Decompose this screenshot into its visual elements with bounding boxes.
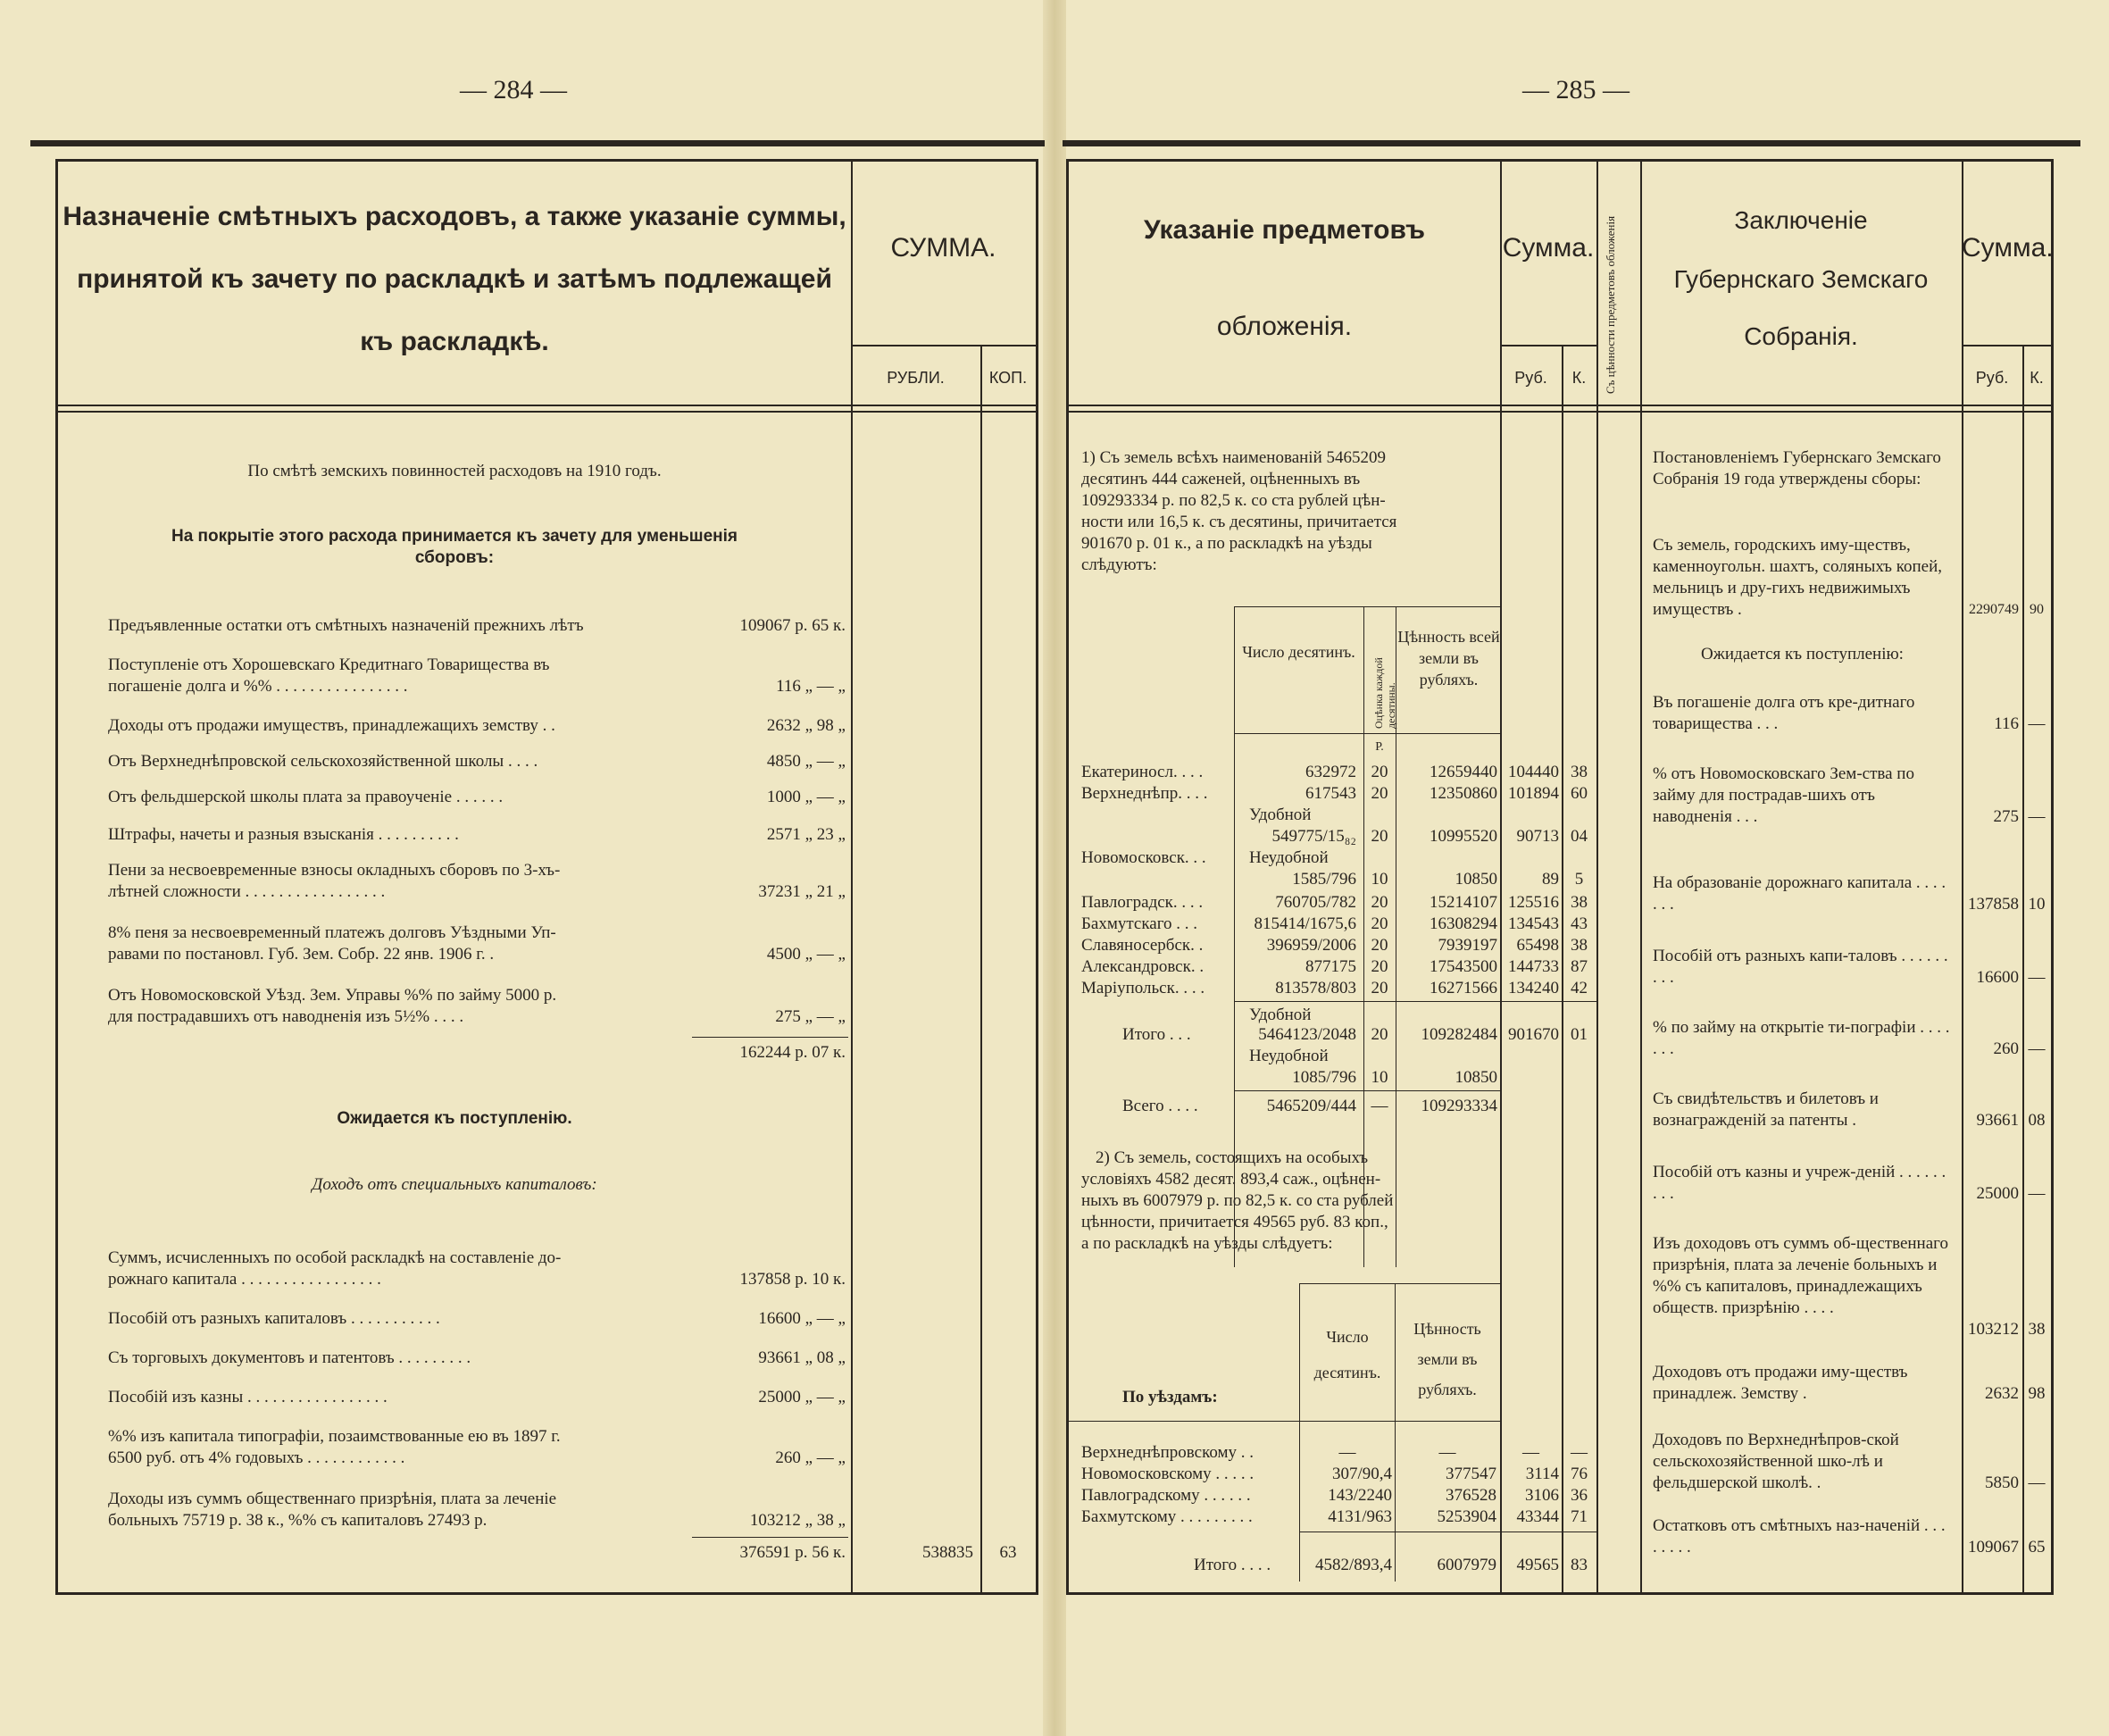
left-rub-label: РУБЛИ. xyxy=(887,369,945,387)
top-rule-left xyxy=(30,140,1045,146)
t1-head-rate: Оцѣнка каждой десятины. xyxy=(1372,657,1397,729)
left-heading3: Доходъ отъ специальныхъ капиталовъ: xyxy=(312,1175,597,1194)
para2-line: условіяхъ 4582 десят. 893,4 саж., оцѣнен- xyxy=(1081,1170,1381,1189)
left-heading1-line1: На покрытіе этого расхода принимается къ зачету для уменьшенія xyxy=(171,527,738,546)
left-table: Назначеніе смѣтныхъ расходовъ, а также указаніе суммы, принятой къ зачету по раскладкѣ и затѣмъ подлежащей къ раскладкѣ. СУММА. РУБЛИ. КОП. По смѣтѣ земскихъ повинностей расходовъ на 1910 годъ. На покрытіе этого расхода принимается къ зачету для уменьшенія сборовъ: Предъявленные остатки отъ смѣтныхъ назначеній прежнихъ лѣтъ 109067 р. 65 к. Поступленіе отъ Хорошевскаго Кредитнаго Товарищества въ погашеніе долга и %% . . . . . . . . . . . . . . . . 116 „ — „ Доходы отъ продажи имуществъ, принадлежащихъ земству . . 2632 „ 98 „ Отъ Верхнеднѣпровской сельскохозяйственной школы . . . . 4850 „ — „ Отъ фельдшерской школы плата за правоученіе . . . . . . 1000 „ — „ Штрафы, начеты и разныя взысканія . . . . . . . . . . 2571 „ 23 „ Пени за несвоевременные взносы окладныхъ сборовъ по 3-хъ- лѣтней сложности . . . . . . . . . . . . . . . . . 37231 „ 21 „ 8% пеня за несвоевременный платежъ долговъ Уѣздными Уп- равами по постановл. Губ. Зем. Собр. 22 янв. 1906 г. . 4500 „ — „ Отъ Новомосковской Уѣзд. Зем. Управы %% по займу 5000 р. для пострадавшихъ отъ наводненія изъ 5½% . . . . 275 „ — „ 162244 р. 07 к. Ожидается къ поступленію. Доходъ отъ специальныхъ капиталовъ: Суммъ, исчисленныхъ по особой раскладкѣ на составленіе до- рожнаго капитала . . . . . . . . . . . . . . . . . 137858 р. 10 к. Пособій отъ разныхъ капиталовъ . . . . . . . . . . . 16600 „ — „ Съ торговыхъ документовъ и патентовъ . . . . . . . . . 93661 „ 08 „ Пособій изъ казны . . . . . . . . . . . . . . . . . 25000 „ — „ %% изъ капитала типографіи, позаимствованные ею въ 1897 г. 6500 руб. отъ 4% годовыхъ . . . . . . . . . . . . 260 „ — „ Доходы изъ суммъ общественнаго призрѣнія, плата за леченіе больныхъ 75719 р. 38 к., %% съ капиталовъ 27493 р. 103212 „ 38 „ 376591 р. 56 к. 538835 63 xyxy=(55,159,1038,1595)
para1-line: слѣдуютъ: xyxy=(1081,555,1157,574)
t1-head-value: Цѣнность всей земли въ рубляхъ. xyxy=(1397,628,1500,689)
right-concl-header-2: Губернскаго Земскаго xyxy=(1673,265,1929,293)
right-obj-header-2: обложенія. xyxy=(1216,312,1353,341)
t1-head-count: Число десятинъ. xyxy=(1242,643,1355,661)
para1-line: 109293334 р. по 82,5 к. со ста рублей цѣн- xyxy=(1081,491,1386,510)
right-kop-label: К. xyxy=(1571,369,1587,387)
right-kop2-label: К. xyxy=(2030,369,2044,387)
right-rub2-label: Руб. xyxy=(1975,369,2009,387)
left-header-title-3: къ раскладкѣ. xyxy=(360,327,549,356)
para2-line: а по раскладкѣ на уѣзды слѣдуетъ: xyxy=(1081,1234,1333,1253)
para1-line: десятинъ 444 саженей, оцѣненныхъ въ xyxy=(1081,470,1361,488)
para1-line: ности или 16,5 к. съ десятины, причитается xyxy=(1081,513,1397,531)
right-obj-header-1: Указаніе предметовъ xyxy=(1143,215,1426,245)
left-intro: По смѣтѣ земскихъ повинностей расходовъ на 1910 годъ. xyxy=(247,462,662,480)
para2-line: ныхъ въ 6007979 р. по 82,5 к. со ста рублей xyxy=(1081,1191,1394,1210)
left-sum-rub: 538835 xyxy=(922,1543,973,1562)
t1-rate-unit: Р. xyxy=(1375,740,1384,754)
para2-line: цѣнности, причитается 49565 руб. 83 коп., xyxy=(1081,1213,1388,1231)
left-heading1-line2: сборовъ: xyxy=(414,548,495,567)
left-header-title-2: принятой къ зачету по раскладкѣ и затѣмъ подлежащей xyxy=(77,264,832,294)
right-rub-label: Руб. xyxy=(1514,369,1547,387)
book-gutter xyxy=(1043,0,1066,1736)
t2-head-count: Число десятинъ. xyxy=(1313,1328,1381,1381)
page-number-right: — 285 — xyxy=(1522,75,1630,104)
left-header-title-1: Назначеніе смѣтныхъ расходовъ, а также указаніе суммы, xyxy=(63,202,846,231)
right-sum2-label: Сумма. xyxy=(1962,233,2054,263)
top-rule-right xyxy=(1063,140,2080,146)
right-sum-label: Сумма. xyxy=(1502,233,1595,263)
para1-line: 901670 р. 01 к., а по раскладкѣ на уѣзды xyxy=(1081,534,1372,553)
right-table: Указаніе предметовъ обложенія. Сумма. Руб. К. Съ цѣнности предметовъ обложенія Заключеніе Губернскаго Земскаго Собранія. Сумма. Руб. К. 1) Съ земель всѣхъ наименованій 5465209 десятинъ 444 саженей, оцѣненныхъ въ 109293334 р. по 82,5 к. со ста рублей цѣн- ности или 16,5 к. съ десятины, причитается 901670 р. 01 к., а по раскладкѣ на уѣзды слѣдуютъ: Число десятинъ. Оцѣнка каждой десятины. Цѣнность всей земли въ рубляхъ. Р. Екатериносл. . . . 632972 20 12659440 104440 38 Верхнеднѣпр. . . . 617543 20 12350860 101894 60 Новомосковск. . . Удобной 549775/15₈₂ 20 10995520 90713 04 Неудобной 1585/796 10 10850 89 5 Павлоградск. . . . 760705/782 20 15214107 125516 38 Бахмутскаго . . . 815414/1675,6 20 16308294 134543 43 Славяносербск. . 396959/2006 20 7939197 65498 38 Александровск. . 877175 20 17543500 144733 87 Маріупольск. . . . 813578/803 20 16271566 134240 42 Итого . . . Удобной 5464123/2048 20 109282484 901670 01 Неудобной 1085/796 10 10850 Всего . . . . 5465209/444 — 109293334 2) Съ земель, состоящихъ на особыхъ условіяхъ 4582 десят. 893,4 саж., оцѣнен- ныхъ въ 6007979 р. по 82,5 к. со ста рублей цѣнности, причитается 49565 руб. 83 коп., а по раскладкѣ на уѣзды слѣдуетъ: По уѣздамъ: Число десятинъ. Цѣнность земли въ рубляхъ. Верхнеднѣпровскому . . — — — — Новомосковскому . . . . . 307/90,4 377547 3114 76 Павлоградскому . . . . . . 143/2240 376528 3106 36 Бахмутскому . . . . . . . . . 4131/963 5253904 43344 71 Итого . . . . 4582/893,4 6007979 49565 83 Постановленіемъ Губернскаго Земскаго Собранія 19 года утверждены сборы: Съ земель, городскихъ иму-ществъ, каменноугольн. шахтъ, соляныхъ копей, мельницъ и дру-гихъ недвижимыхъ имуществъ . 2290749 90 Ожидается къ поступленію: Въ погашеніе долга отъ кре-дитнаго товарищества . . . 116 — % отъ Новомосковскаго Зем-ства по займу для пострадав-шихъ отъ наводненія . . . 275 — На образованіе дорожнаго капитала . . . . . . . 137858 10 Пособій отъ разныхъ капи-таловъ . . . . . . . . . 16600 — % по займу на открытіе ти-пографіи . . . . . . . 260 — Съ свидѣтельствъ и билетовъ и вознагражденій за патенты . 93661 08 Пособій отъ казны и учреж-деній . . . . . . . . . 25000 — Изъ доходовъ отъ суммъ об-щественнаго призрѣнія, плата за леченіе больныхъ и %% съ капиталовъ, принадлежащихъ обществ. призрѣнію . . . . 103212 38 Доходовъ отъ продажи иму-ществъ принадлеж. Земству . 2632 98 Доходовъ по Верхнеднѣпров-ской сельскохозяйственной шко-лѣ и фельдшерской школѣ. . 5850 — Остатковъ отъ смѣтныхъ наз-наченій . . . . . . . . 109067 65 xyxy=(1066,159,2054,1595)
left-heading2: Ожидается къ поступленію. xyxy=(337,1109,572,1128)
para1-line: 1) Съ земель всѣхъ наименованій 5465209 xyxy=(1081,448,1386,467)
t2-head-value: Цѣнность земли въ рубляхъ. xyxy=(1413,1320,1481,1398)
left-kop-label: КОП. xyxy=(988,369,1028,387)
right-vert-label: Съ цѣнности предметовъ обложенія xyxy=(1604,215,1617,394)
para2-line: 2) Съ земель, состоящихъ на особыхъ xyxy=(1096,1148,1369,1167)
right-concl-header-1: Заключеніе xyxy=(1734,206,1868,234)
left-sum-label: СУММА. xyxy=(890,233,996,263)
left-subtotal: 162244 р. 07 к. xyxy=(739,1043,846,1062)
left-total: 376591 р. 56 к. xyxy=(739,1543,846,1562)
t2-head-name: По уѣздамъ: xyxy=(1122,1388,1218,1406)
page-number-left: — 284 — xyxy=(460,75,567,104)
right-concl-header-3: Собранія. xyxy=(1744,322,1858,350)
left-sum-kop: 63 xyxy=(999,1543,1017,1562)
